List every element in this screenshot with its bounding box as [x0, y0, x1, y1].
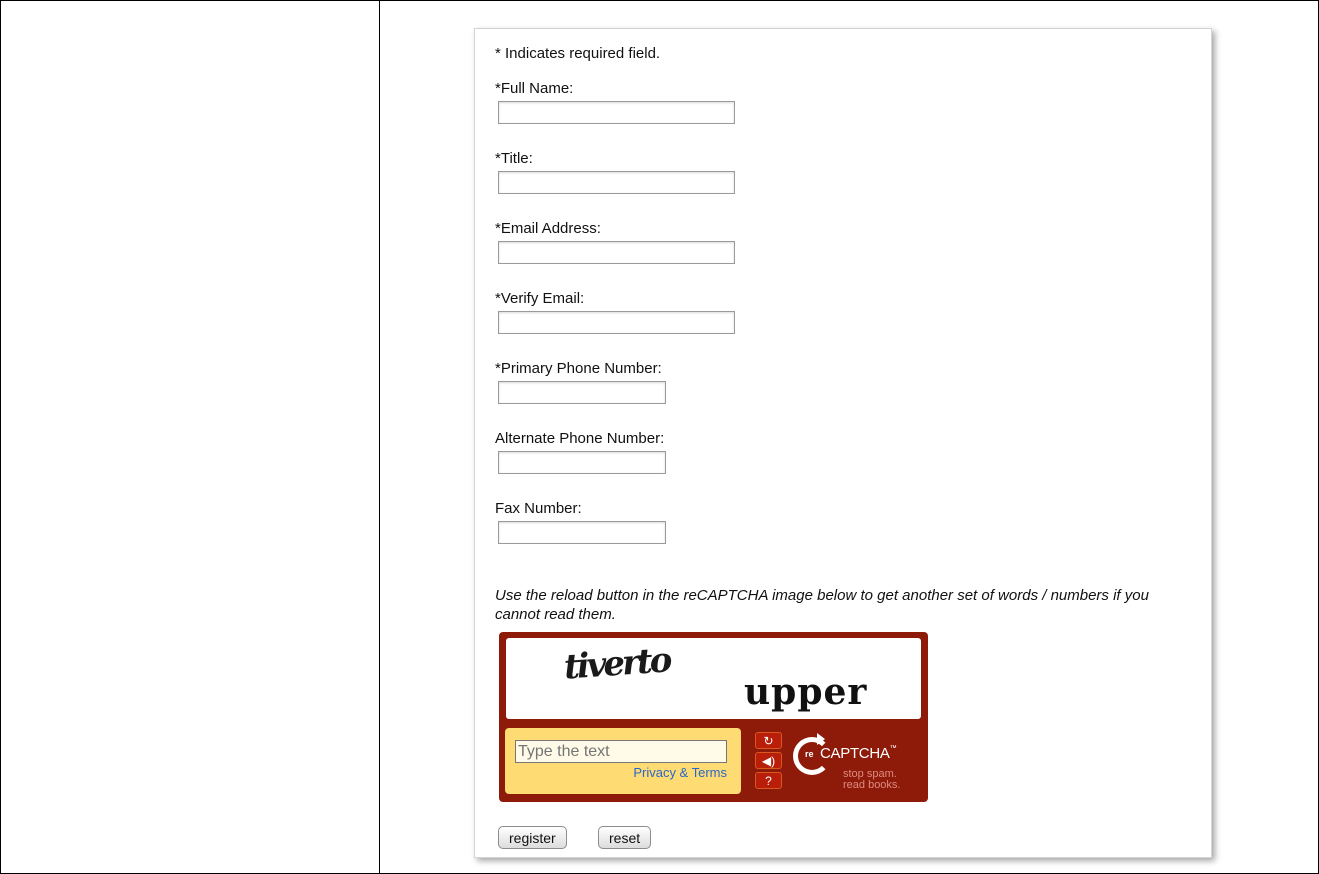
captcha-response-area — [505, 728, 741, 794]
reload-icon: ↻ — [763, 734, 774, 748]
captcha-response-input[interactable] — [515, 740, 727, 763]
captcha-word-1: tiverto — [562, 640, 671, 688]
privacy-terms-link[interactable]: Privacy & Terms — [633, 765, 727, 780]
recaptcha-logo — [793, 733, 923, 795]
full-name-field[interactable] — [498, 101, 735, 124]
primary-phone-field[interactable] — [498, 381, 666, 404]
verify-email-field[interactable] — [498, 311, 735, 334]
recaptcha-arrow-icon — [817, 733, 825, 745]
reload-button[interactable] — [755, 732, 782, 749]
title-field[interactable] — [498, 171, 735, 194]
required-field-note: * Indicates required field. — [495, 45, 661, 62]
email-address-label: *Email Address: — [495, 220, 601, 237]
help-button[interactable] — [755, 772, 782, 789]
email-address-field[interactable] — [498, 241, 735, 264]
alternate-phone-label: Alternate Phone Number: — [495, 430, 665, 447]
full-name-label: *Full Name: — [495, 80, 574, 97]
title-label: *Title: — [495, 150, 533, 167]
recaptcha-widget — [499, 632, 928, 802]
logo-slogan: stop spam. read books. — [843, 768, 901, 791]
column-divider — [379, 0, 380, 874]
audio-button[interactable] — [755, 752, 782, 769]
fax-number-label: Fax Number: — [495, 500, 582, 517]
register-button[interactable]: register — [498, 826, 567, 849]
verify-email-label: *Verify Email: — [495, 290, 585, 307]
fax-number-field[interactable] — [498, 521, 666, 544]
help-icon: ? — [765, 774, 772, 788]
logo-re: re — [805, 749, 814, 759]
alternate-phone-field[interactable] — [498, 451, 666, 474]
logo-brand: CAPTCHA™ — [820, 745, 897, 762]
captcha-instructions: Use the reload button in the reCAPTCHA image below to get another set of words / numbers if you cannot read them. — [495, 587, 1149, 623]
audio-icon: ◀) — [761, 754, 776, 768]
captcha-image — [506, 638, 921, 719]
reset-button[interactable]: reset — [598, 826, 651, 849]
primary-phone-label: *Primary Phone Number: — [495, 360, 662, 377]
captcha-word-2: upper — [744, 671, 868, 713]
registration-form — [474, 28, 1212, 858]
